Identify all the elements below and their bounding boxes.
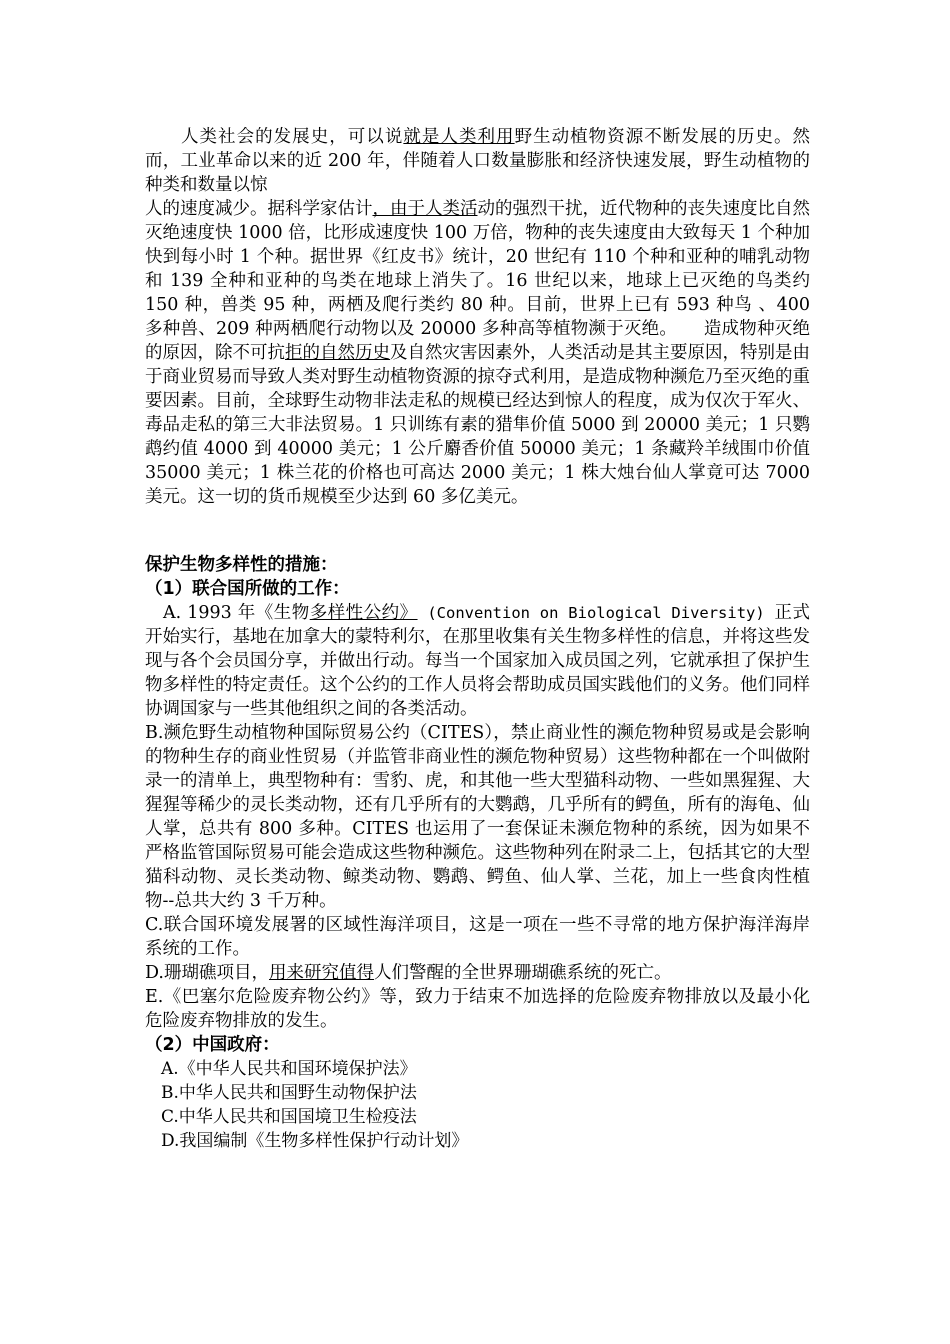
intro-paragraph-2 xyxy=(145,197,810,509)
text-run: D.珊瑚礁项目， xyxy=(145,963,269,983)
un-item-d xyxy=(145,961,810,985)
underlined-text: 就是人类利用 xyxy=(403,127,515,147)
text-run: 及自然灾害因素外，人类活动是其主要原因，特别是由于商业贸易而导致人类对野生动植物资源的掠夺式利用，是造成物种濒危乃至灭绝的重要因素。目前，全球野生动物非法走私的规模已经达到惊人的程度，成为仅次于军火、毒品走私的第三大非法贸易。1 只训练有素的猎隼价值 5000 到 20000 美元；1 只鹦鹉约值 4000 到 40000 美元；1 公斤麝香价值 50000 美元；1 条藏羚羊绒围巾价值 35000 美元；1 株兰花的价格也可高达 2000 美元；1 株大烛台仙人掌竟可达 7000 美元。这一切的货币规模至少达到 60 多亿美元。 xyxy=(145,343,810,507)
text-run: 人们警醒的全世界珊瑚礁系统的死亡。 xyxy=(373,963,672,983)
text-run: 野生动植物资源不断发展的历史。然而，工业革命以来的近 200 年，伴随着人口数量膨胀和经济快速发展，野生动植物的种类和数量以惊 xyxy=(145,127,811,195)
intro-section xyxy=(145,125,810,509)
measures-title: 保护生物多样性的措施： xyxy=(145,555,338,575)
underlined-text: ，由于人类活 xyxy=(372,199,478,219)
underlined-text: 拒的自然历史 xyxy=(285,343,390,363)
text-run: 人类社会的发展史，可以说 xyxy=(181,127,404,147)
china-item-a: A.《中华人民共和国环境保护法》 xyxy=(161,1059,417,1079)
measures-section xyxy=(145,553,810,1153)
text-run: A. 1993 年《生物 xyxy=(145,603,310,623)
un-item-c: C.联合国环境发展署的区域性海洋项目，这是一项在一些不寻常的地方保护海洋海岸系统的工作。 xyxy=(145,915,810,959)
china-item-b: B.中华人民共和国野生动物保护法 xyxy=(161,1083,417,1103)
text-run: 正式开始实行，基地在加拿大的蒙特利尔，在那里收集有关生物多样性的信息，并将这些发现与各个会员国分享，并做出行动。每当一个国家加入成员国之列，它就承担了保护生物多样性的特定责任。这个公约的工作人员将会帮助成员国实践他们的义务。他们同样协调国家与一些其他组织之间的各类活动。 xyxy=(145,603,811,719)
china-item-d: D.我国编制《生物多样性保护行动计划》 xyxy=(161,1131,469,1151)
china-item-c: C.中华人民共和国国境卫生检疫法 xyxy=(161,1107,417,1127)
un-item-a xyxy=(145,601,810,721)
un-item-e: E.《巴塞尔危险废弃物公约》等，致力于结束不加选择的危险废弃物排放以及最小化危险废弃物排放的发生。 xyxy=(145,987,810,1031)
text-run: 动的强烈干扰，近代物种的丧失速度比自然灭绝速度快 1000 倍，比形成速度快 100 万倍，物种的丧失速度由大致每天 1 个种加快到每小时 1 个种。据世界《红皮书》统计，20 世纪有 110 个种和亚种的哺乳动物和 139 全种和亚种的鸟类在地球上消失了。16 世纪以来，地球上已灭绝的鸟类约 150 种，兽类 95 种，两栖及爬行类约 80 种。目前，世界上已有 593 种鸟 、400 多种兽、209 种两栖爬行动物以及 20000 多种高等植物濒于灭绝。 造成物种灭绝的原因，除不可抗 xyxy=(145,199,810,363)
china-heading: （2）中国政府： xyxy=(145,1035,280,1055)
un-heading: （1）联合国所做的工作： xyxy=(145,579,350,599)
intro-paragraph-1 xyxy=(145,125,810,197)
text-run: 人的速度减少。据科学家估计 xyxy=(145,199,373,219)
underlined-text: 多样性公约》 xyxy=(309,603,418,623)
un-item-b: B.濒危野生动植物种国际贸易公约（CITES），禁止商业性的濒危物种贸易或是会影响的物种生存的商业性贸易（并监管非商业性的濒危物种贸易）这些物种都在一个叫做附录一的清单上，典型物种有：雪豹、虎，和其他一些大型猫科动物、一些如黑猩猩、大猩猩等稀少的灵长类动物，还有几乎所有的大鹦鹉，几乎所有的鳄鱼，所有的海龟、仙人掌，总共有 800 多种。CITES 也运用了一套保证未濒危物种的系统，因为如果不严格监管国际贸易可能会造成这些物种濒危。这些物种列在附录二上，包括其它的大型猫科动物、灵长类动物、鲸类动物、鹦鹉、鳄鱼、仙人掌、兰花，加上一些食肉性植物--总共大约 3 千万种。 xyxy=(145,723,810,911)
underlined-text: 用来研究值得 xyxy=(268,963,374,983)
latin-text: (Convention on Biological Diversity) xyxy=(417,604,775,622)
